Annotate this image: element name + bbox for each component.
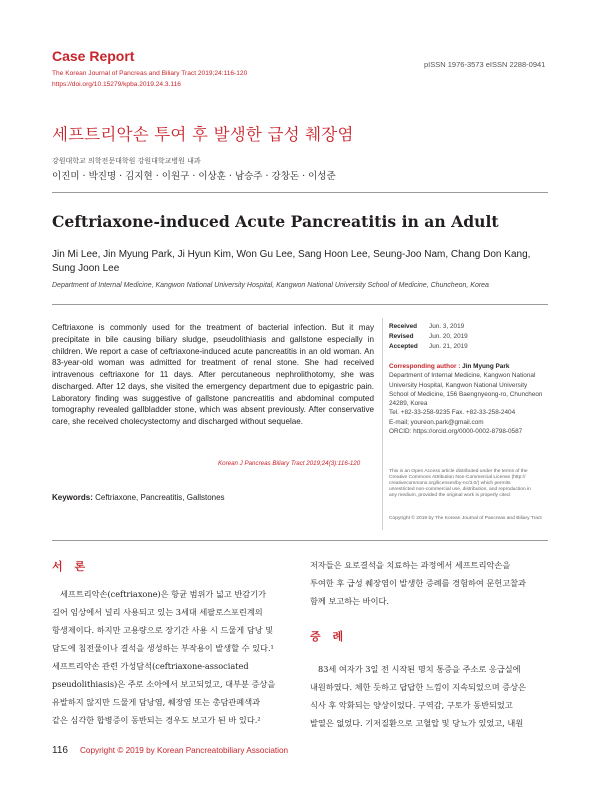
license-line: any medium, provided the original work is properly cited. <box>389 493 512 499</box>
corresponding-line: Department of Internal Medicine, Kangwon National <box>389 372 536 380</box>
corresponding-line: 24289, Korea <box>389 400 428 408</box>
corresponding-email[interactable]: E-mail; youreon.park@gmail.com <box>389 418 484 426</box>
corresponding-line: Tel. +82-33-258-9235 Fax. +82-33-258-2404 <box>389 409 516 417</box>
corresponding-line: School of Medicine, 156 Baengnyeong-ro, Chuncheon <box>389 390 543 398</box>
body-line: pseudolithiasis)은 주로 소아에서 보고되었고, 대부분 증상을 <box>52 679 276 689</box>
article-type: Case Report <box>52 48 135 64</box>
corresponding-author-label: Corresponding author : <box>389 363 461 370</box>
body-line: 발열은 없었다. 기저질환으로 고혈압 및 당뇨가 있었고, 내원 <box>310 718 524 728</box>
body-line: 유발하지 않지만 드물게 담낭염, 췌장염 또는 총담관폐색과 <box>52 697 261 707</box>
license-line: Creative Commons Attribution Non-Commercial License (http:// <box>389 475 526 481</box>
section-heading-introduction: 서 론 <box>52 560 90 573</box>
keywords-label: Keywords: <box>52 493 93 502</box>
case-text <box>310 660 550 732</box>
page-number: 116 <box>52 745 68 756</box>
section-heading-case: 증 례 <box>310 630 348 643</box>
body-line: 길어 임상에서 널리 사용되고 있는 3세대 세팔로스포린계의 <box>52 607 263 617</box>
journal-reference: The Korean Journal of Pancreas and Biliary Tract 2019;24:116-120 <box>52 70 248 77</box>
corresponding-author <box>389 362 554 436</box>
date-value: Jun. 3, 2019 <box>429 323 465 330</box>
introduction-continued <box>310 556 550 610</box>
license-line: This is an Open Access article distributed under the terms of the <box>389 469 528 474</box>
introduction-text <box>52 585 292 729</box>
divider <box>52 192 548 193</box>
abstract-text: Ceftriaxone is commonly used for the treatment of bacterial infection. But it may precipitate in bile causing biliary sludge, pseudolithiasis and gallstone especially in children. We report a case of ceftriaxone-induced acute pancreatitis in an old woman. An 83-year-old woman was admitted for treatment of renal stone. She had received intravenous ceftriaxone for 11 days. After percutaneous nephrolithotomy, she was discharged. After 12 days, she visited the emergency department due to epigastric pain. Laboratory finding was suggestive of gallstone pancreatitis and abdominal computed tomography revealed gallbladder stone, which was absent previously. After conservative care, she received cholecystectomy and discharged without sequelae. <box>52 323 374 426</box>
body-line: 식사 후 악화되는 양상이었다. 구역감, 구토가 동반되었고 <box>310 700 513 710</box>
license-line: unrestricted non-commercial use, distribution, and reproduction in <box>389 487 531 493</box>
date-value: Jun. 21, 2019 <box>429 343 468 350</box>
license-line: creativecommons.org/licenses/by-nc/3.0/) which permits <box>389 481 511 487</box>
date-label: Revised <box>389 333 414 340</box>
english-authors-line: Jin Mi Lee, Jin Myung Park, Ji Hyun Kim, Won Gu Lee, Sang Hoon Lee, Seung-Joo Nam, Chang Don Kang, <box>52 249 531 260</box>
citation: Korean J Pancreas Biliary Tract 2019;24(3):116-120 <box>218 460 361 467</box>
license-notice <box>389 469 554 499</box>
keywords-list: Ceftriaxone, Pancreatitis, Gallstones <box>95 493 225 502</box>
divider <box>52 540 548 541</box>
english-authors-line: Sung Joon Lee <box>52 263 120 274</box>
body-line: 같은 심각한 합병증이 동반되는 경우도 보고가 된 바 있다.² <box>52 715 261 725</box>
date-row <box>389 342 468 352</box>
date-row <box>389 322 468 332</box>
korean-affiliation: 강원대학교 의학전문대학원 강원대학교병원 내과 <box>52 157 201 165</box>
body-line: 세프트리악손 관련 가성담석(ceftriaxone-associated <box>52 661 249 671</box>
corresponding-orcid[interactable]: ORCID: https://orcid.org/0000-0002-8798-0587 <box>389 428 523 436</box>
article-dates <box>389 322 468 352</box>
body-line: 담도에 침전물이나 결석을 생성하는 부작용이 발생할 수 있다.¹ <box>52 643 274 653</box>
body-line: 내원하였다. 체한 듯하고 답답한 느낌이 지속되었으며 증상은 <box>310 682 526 692</box>
issn: pISSN 1976-3573 eISSN 2288-0941 <box>424 60 546 69</box>
korean-authors: 이진미 · 박진명 · 김지현 · 이원구 · 이상훈 · 남승주 · 강창돈 · 이성준 <box>52 171 336 182</box>
journal-copyright: Copyright © 2019 by The Korean Journal of Pancreas and Biliary Tract <box>389 516 542 521</box>
date-label: Accepted <box>389 343 418 350</box>
body-line: 83세 여자가 3일 전 시작된 명치 통증을 주소로 응급실에 <box>318 664 521 674</box>
body-line: 세프트리악손(ceftriaxone)은 항균 범위가 넓고 반감기가 <box>60 589 266 599</box>
korean-title: 세프트리악손 투여 후 발생한 급성 췌장염 <box>52 125 354 144</box>
body-line: 항생제이다. 하지만 고용량으로 장기간 사용 시 드물게 담낭 및 <box>52 625 274 635</box>
body-line: 저자들은 요로결석을 치료하는 과정에서 세프트리악손을 <box>310 560 511 570</box>
body-line: 투여한 후 급성 췌장염이 발생한 증례를 경험하여 문헌고찰과 <box>310 578 526 588</box>
corresponding-author-name: Jin Myung Park <box>462 363 510 370</box>
keywords <box>52 493 225 502</box>
side-divider <box>382 318 383 530</box>
date-value: Jun. 20, 2019 <box>429 333 468 340</box>
english-title: Ceftriaxone-induced Acute Pancreatitis in an Adult <box>52 212 499 231</box>
corresponding-line: University Hospital, Kangwon National University <box>389 381 528 389</box>
divider <box>52 304 548 305</box>
english-authors <box>52 248 548 276</box>
corresponding-author-title <box>389 362 554 371</box>
footer-copyright: Copyright © 2019 by Korean Pancreatobiliary Association <box>80 746 289 755</box>
english-affiliation: Department of Internal Medicine, Kangwon National University Hospital, Kangwon National University School of Medicine, Chuncheon, Korea <box>52 282 489 289</box>
body-line: 함께 보고하는 바이다. <box>310 596 389 606</box>
date-row <box>389 332 468 342</box>
date-label: Received <box>389 323 418 330</box>
doi-link[interactable]: https://doi.org/10.15279/kpba.2019.24.3.116 <box>52 81 181 88</box>
